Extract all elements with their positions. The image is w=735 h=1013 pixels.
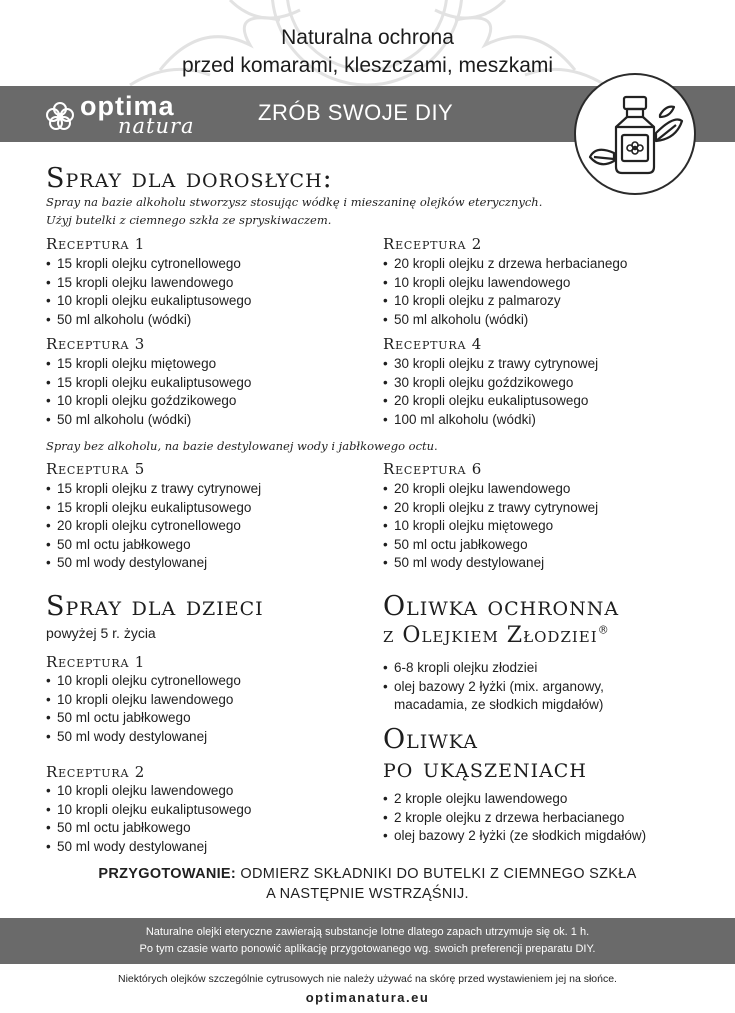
list-item: • 10 kropli olejku lawendowego xyxy=(46,782,251,801)
list-item: • olej bazowy 2 łyżki (mix. arganowy, macadamia, ze słodkich migdałów) xyxy=(383,678,643,715)
list-item: • 15 kropli olejku lawendowego xyxy=(46,274,251,293)
recipe-3-list xyxy=(46,355,251,429)
list-item: • 50 ml wody destylowanej xyxy=(46,728,241,747)
bottle-badge xyxy=(574,73,696,195)
list-item: • 20 kropli olejku lawendowego xyxy=(383,480,598,499)
preparation-instructions xyxy=(40,864,695,904)
list-item: • 15 kropli olejku eukaliptusowego xyxy=(46,499,261,518)
list-item: • 10 kropli olejku lawendowego xyxy=(46,691,241,710)
bite-oil-subheading: po ukąszeniach xyxy=(383,753,587,784)
list-item: • 20 kropli olejku eukaliptusowego xyxy=(383,392,598,411)
protective-oil-list xyxy=(383,659,643,715)
list-item: • 50 ml alkoholu (wódki) xyxy=(46,411,251,430)
footer-line-1: Naturalne olejki eteryczne zawierają substancje lotne dlatego zapach utrzymuje się ok. 1 h. xyxy=(145,926,590,938)
recipe-3-title: Receptura 3 xyxy=(46,335,146,353)
preparation-text-2: A NASTĘPNIE WSTRZĄŚNIJ. xyxy=(266,886,469,902)
list-item: • 10 kropli olejku eukaliptusowego xyxy=(46,801,251,820)
list-item: • 30 kropli olejku goździkowego xyxy=(383,374,598,393)
list-item: • 10 kropli olejku z palmarozy xyxy=(383,292,627,311)
list-item: • 20 kropli olejku z trawy cytrynowej xyxy=(383,499,598,518)
kids-recipe-2-list xyxy=(46,782,251,856)
list-item: • 10 kropli olejku eukaliptusowego xyxy=(46,292,251,311)
band-title: ZRÓB SWOJE DIY xyxy=(258,100,454,125)
title-line-1: Naturalna ochrona xyxy=(281,26,454,49)
list-item: • 50 ml wody destylowanej xyxy=(383,554,598,573)
recipe-2-title: Receptura 2 xyxy=(383,235,483,253)
list-item: • 15 kropli olejku z trawy cytrynowej xyxy=(46,480,261,499)
recipe-4-list xyxy=(383,355,598,429)
recipe-5-title: Receptura 5 xyxy=(46,460,146,478)
footer-line-2: Po tym czasie warto ponowić aplikację przygotowanego wg. swoich preferencji preparatu DIY. xyxy=(139,943,596,955)
registered-mark: ® xyxy=(597,623,610,637)
adults-heading: Spray dla dorosłych: xyxy=(46,163,333,194)
recipe-1-title: Receptura 1 xyxy=(46,235,146,253)
adults-intro-2: Użyj butelki z ciemnego szkła ze spryskiwaczem. xyxy=(46,213,332,227)
list-item: • 10 kropli olejku lawendowego xyxy=(383,274,627,293)
title-line-2: przed komarami, kleszczami, meszkami xyxy=(181,54,554,77)
kids-age-note: powyżej 5 r. życia xyxy=(46,625,156,641)
kids-recipe-1-list xyxy=(46,672,241,746)
list-item: • 6-8 kropli olejku złodziei xyxy=(383,659,643,678)
list-item: • 2 krople olejku lawendowego xyxy=(383,790,646,809)
list-item: • 30 kropli olejku z trawy cytrynowej xyxy=(383,355,598,374)
protective-oil-subheading-text: z Olejkiem Złodziei xyxy=(383,623,598,648)
kids-recipe-2-title: Receptura 2 xyxy=(46,763,146,781)
essential-oil-bottle-icon xyxy=(576,75,694,193)
optima-natura-logo xyxy=(44,92,244,136)
adults-intro-1: Spray na bazie alkoholu stworzysz stosując wódkę i mieszaninę olejków eterycznych. xyxy=(46,195,543,209)
logo-word-optima: optima xyxy=(80,91,175,121)
recipe-4-title: Receptura 4 xyxy=(383,335,483,353)
flower-logo-icon xyxy=(44,100,76,132)
bite-oil-heading: Oliwka xyxy=(383,724,478,755)
protective-oil-subheading xyxy=(383,623,610,648)
page-title xyxy=(0,24,735,80)
list-item: • 15 kropli olejku eukaliptusowego xyxy=(46,374,251,393)
list-item: • 50 ml octu jabłkowego xyxy=(46,709,241,728)
recipe-1-list xyxy=(46,255,251,329)
website-link[interactable]: optimanatura.eu xyxy=(305,990,430,1005)
recipe-5-list xyxy=(46,480,261,573)
list-item: • 100 ml alkoholu (wódki) xyxy=(383,411,598,430)
kids-heading: Spray dla dzieci xyxy=(46,591,264,622)
preparation-text-1: ODMIERZ SKŁADNIKI DO BUTELKI Z CIEMNEGO SZKŁA xyxy=(240,866,637,882)
footer-band xyxy=(0,918,735,964)
list-item: • 50 ml alkoholu (wódki) xyxy=(383,311,627,330)
bite-oil-list xyxy=(383,790,646,846)
list-item: • 50 ml wody destylowanej xyxy=(46,838,251,857)
recipe-6-list xyxy=(383,480,598,573)
list-item: • 20 kropli olejku cytronellowego xyxy=(46,517,261,536)
list-item: • 10 kropli olejku cytronellowego xyxy=(46,672,241,691)
citrus-warning: Niektórych olejków szczególnie cytrusowych nie należy używać na skórę przed wystawieniem jej na słońce. xyxy=(118,973,617,985)
recipe-6-title: Receptura 6 xyxy=(383,460,483,478)
list-item: • 10 kropli olejku goździkowego xyxy=(46,392,251,411)
list-item: • 50 ml wody destylowanej xyxy=(46,554,261,573)
list-item: • 10 kropli olejku miętowego xyxy=(383,517,598,536)
list-item: • 15 kropli olejku miętowego xyxy=(46,355,251,374)
list-item: • 50 ml octu jabłkowego xyxy=(46,536,261,555)
recipe-2-list xyxy=(383,255,627,329)
list-item: • 15 kropli olejku cytronellowego xyxy=(46,255,251,274)
no-alcohol-note: Spray bez alkoholu, na bazie destylowanej wody i jabłkowego octu. xyxy=(46,439,438,453)
list-item: • 50 ml octu jabłkowego xyxy=(383,536,598,555)
list-item: • 50 ml alkoholu (wódki) xyxy=(46,311,251,330)
logo-word-natura: natura xyxy=(118,114,195,138)
list-item: • 2 krople olejku z drzewa herbacianego xyxy=(383,809,646,828)
kids-recipe-1-title: Receptura 1 xyxy=(46,653,146,671)
protective-oil-heading: Oliwka ochronna xyxy=(383,591,620,622)
list-item: • 20 kropli olejku z drzewa herbacianego xyxy=(383,255,627,274)
preparation-label: PRZYGOTOWANIE: xyxy=(98,866,237,882)
list-item: • 50 ml octu jabłkowego xyxy=(46,819,251,838)
list-item: • olej bazowy 2 łyżki (ze słodkich migdałów) xyxy=(383,827,646,846)
